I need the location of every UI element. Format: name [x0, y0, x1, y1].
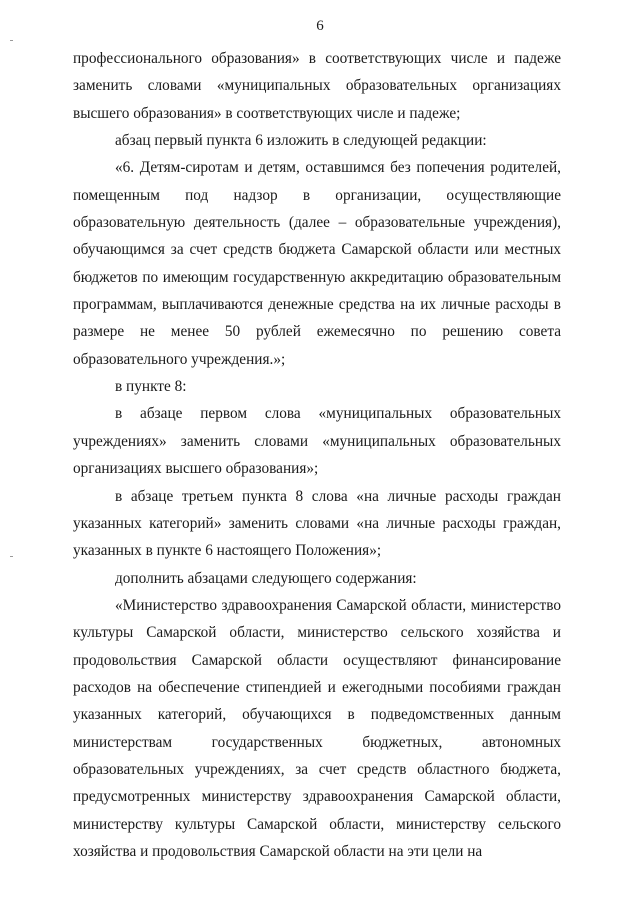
paragraph-point-6-text: «6. Детям-сиротам и детям, оставшимся без попечения родителей, помещенным под надзор в организации, осуществляющие образовательную деятельность (далее – образовательные учреждения), обучающимся за счет средств бюджета Самарской области или местных бюджетов по имеющим государственную аккредитацию образовательным программам, выплачиваются денежные средства на их личные расходы в размере не менее 50 рублей ежемесячно по решению совета образовательного учреждения.»;: [73, 159, 561, 368]
paragraph-point-8-third: в абзаце третьем пункта 8 слова «на личные расходы граждан указанных категорий» заменить словами «на личные расходы граждан, указанных в пункте 6 настоящего Положения»;: [73, 487, 561, 560]
paragraph-point-8-first: в абзаце первом слова «муниципальных образовательных учреждениях» заменить словами «муниципальных образовательных организациях высшего образования»;: [73, 405, 561, 478]
document-body: [73, 45, 561, 865]
paragraph-instruction-point-6: абзац первый пункта 6 изложить в следующей редакции:: [115, 132, 487, 150]
paragraph-continuation: профессионального образования» в соответствующих числе и падеже заменить словами «муниципальных образовательных организациях высшего образования» в соответствующих числе и падеже;: [73, 50, 561, 122]
margin-mark: [10, 40, 13, 41]
page-number: 6: [316, 18, 324, 34]
paragraph-ministries-funding: «Министерство здравоохранения Самарской области, министерство культуры Самарской области, министерство сельского хозяйства и продовольствия Самарской области осуществляют финансирование расходов на обеспечение стипендией и ежегодными пособиями граждан указанных категорий, обучающихся в подведомственных данным министерствам государственных бюджетных, автономных образовательных учреждениях, за счет средств областного бюджета, предусмотренных министерству здравоохранения Самарской области, министерству культуры Самарской области, министерству сельского хозяйства и продовольствия Самарской области на эти цели на: [73, 596, 561, 860]
margin-mark: [10, 556, 13, 557]
paragraph-point-8: в пункте 8:: [115, 378, 187, 396]
paragraph-add-paragraphs: дополнить абзацами следующего содержания:: [115, 569, 417, 587]
